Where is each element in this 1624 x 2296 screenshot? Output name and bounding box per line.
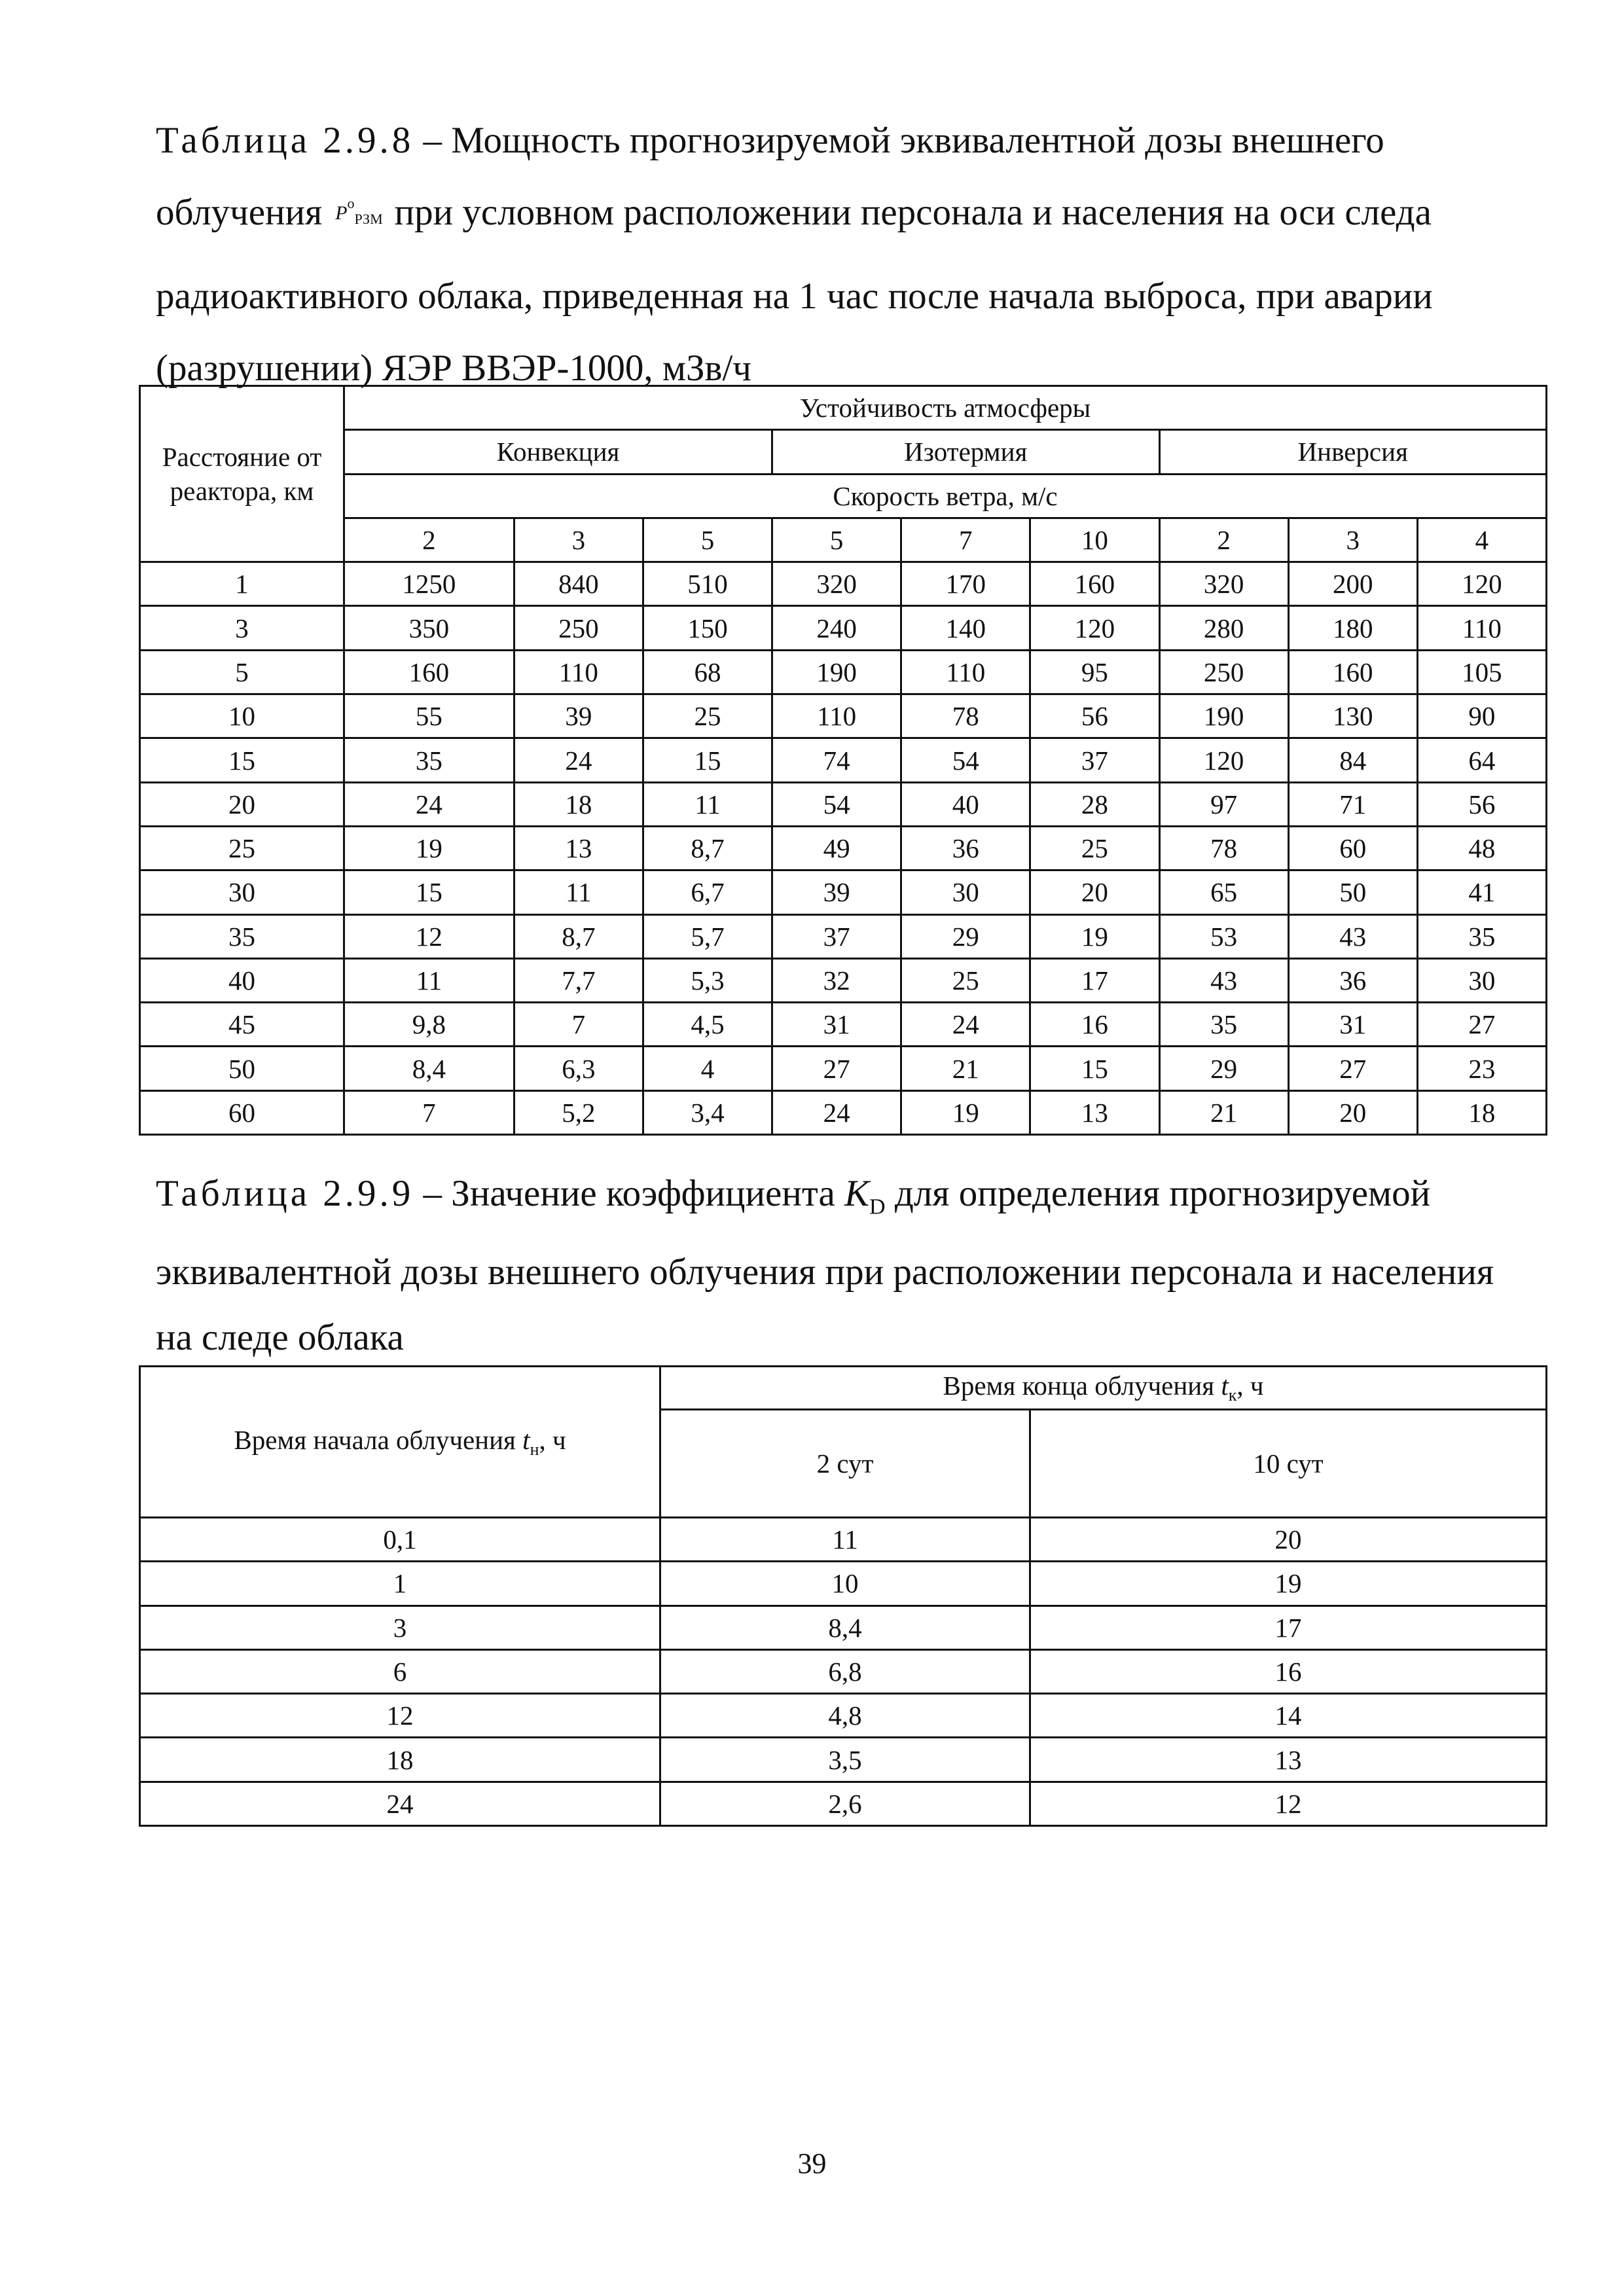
start-time-header: Время начала облучения $t_н$, ч	[140, 1367, 660, 1518]
value-cell: 12	[1030, 1782, 1547, 1825]
value-cell: 24	[514, 738, 643, 782]
row-label-cell: 6	[140, 1649, 660, 1693]
wind-speed-header: Скорость ветра, м/с	[344, 474, 1547, 518]
end-time-header: Время конца облучения $t_к$, ч	[660, 1367, 1547, 1410]
value-cell: 19	[1030, 1562, 1547, 1605]
value-cell: 29	[901, 914, 1030, 958]
value-cell: 9,8	[344, 1003, 514, 1047]
value-cell: 30	[1417, 958, 1546, 1002]
table1-caption-line4: (разрушении) ЯЭР ВВЭР-1000, мЗв/ч	[156, 348, 751, 389]
value-cell: 17	[1030, 1605, 1547, 1649]
value-cell: 12	[344, 914, 514, 958]
row-label-cell: 50	[140, 1047, 344, 1090]
table-row	[140, 1694, 1547, 1738]
value-cell: 120	[1159, 738, 1288, 782]
table2-caption-line3: на следе облака	[156, 1317, 404, 1359]
value-cell: 10	[660, 1562, 1030, 1605]
row-label-cell: 45	[140, 1003, 344, 1047]
value-cell: 11	[643, 782, 772, 826]
value-cell: 840	[514, 562, 643, 606]
dose-rate-symbol: $P^о_{РЗМ}$	[335, 195, 383, 227]
value-cell: 11	[344, 958, 514, 1002]
value-cell: 36	[901, 826, 1030, 870]
row-label-cell: 25	[140, 826, 344, 870]
value-cell: 40	[901, 782, 1030, 826]
value-cell: 1250	[344, 562, 514, 606]
value-cell: 54	[772, 782, 901, 826]
value-cell: 41	[1417, 870, 1546, 914]
table2-caption-label: Таблица 2.9.9	[156, 1173, 414, 1214]
value-cell: 20	[1288, 1090, 1417, 1134]
value-cell: 15	[1030, 1047, 1159, 1090]
table-row	[140, 1090, 1547, 1134]
value-cell: 250	[1159, 650, 1288, 694]
value-cell: 190	[772, 650, 901, 694]
row-label-cell: 40	[140, 958, 344, 1002]
value-cell: 180	[1288, 606, 1417, 650]
value-cell: 280	[1159, 606, 1288, 650]
value-cell: 120	[1030, 606, 1159, 650]
row-label-cell: 24	[140, 1782, 660, 1825]
value-cell: 4,8	[660, 1694, 1030, 1738]
value-cell: 56	[1417, 782, 1546, 826]
value-cell: 110	[901, 650, 1030, 694]
row-label-cell: 12	[140, 1694, 660, 1738]
value-cell: 39	[772, 870, 901, 914]
row-label-cell: 30	[140, 870, 344, 914]
value-cell: 24	[772, 1090, 901, 1134]
value-cell: 8,7	[643, 826, 772, 870]
wind-speed-cell: 10	[1030, 518, 1159, 562]
row-label-cell: 3	[140, 1605, 660, 1649]
row-label-cell: 3	[140, 606, 344, 650]
dose-rate-table	[139, 385, 1547, 1136]
stability-header: Устойчивость атмосферы	[344, 386, 1547, 430]
value-cell: 5,3	[643, 958, 772, 1002]
value-cell: 37	[772, 914, 901, 958]
value-cell: 200	[1288, 562, 1417, 606]
row-label-cell: 1	[140, 1562, 660, 1605]
value-cell: 5,7	[643, 914, 772, 958]
wind-speed-cell: 2	[344, 518, 514, 562]
value-cell: 32	[772, 958, 901, 1002]
value-cell: 320	[772, 562, 901, 606]
table-row	[140, 738, 1547, 782]
value-cell: 17	[1030, 958, 1159, 1002]
wind-speed-row	[140, 518, 1547, 562]
value-cell: 60	[1288, 826, 1417, 870]
table-row	[140, 650, 1547, 694]
table1-caption-label: Таблица 2.9.8	[156, 120, 414, 161]
table1-caption	[156, 105, 1543, 404]
table-row	[140, 1518, 1547, 1562]
value-cell: 150	[643, 606, 772, 650]
value-cell: 37	[1030, 738, 1159, 782]
value-cell: 6,3	[514, 1047, 643, 1090]
value-cell: 65	[1159, 870, 1288, 914]
value-cell: 18	[1417, 1090, 1546, 1134]
value-cell: 3,5	[660, 1738, 1030, 1782]
value-cell: 24	[901, 1003, 1030, 1047]
page-number: 39	[797, 2147, 827, 2179]
table2-caption-line2: эквивалентной дозы внешнего облучения при расположении персонала и населения	[156, 1251, 1494, 1293]
value-cell: 170	[901, 562, 1030, 606]
value-cell: 35	[344, 738, 514, 782]
value-cell: 23	[1417, 1047, 1546, 1090]
value-cell: 6,7	[643, 870, 772, 914]
table-row	[140, 1562, 1547, 1605]
wind-speed-cell: 2	[1159, 518, 1288, 562]
value-cell: 105	[1417, 650, 1546, 694]
wind-speed-cell: 5	[643, 518, 772, 562]
table-row	[140, 782, 1547, 826]
value-cell: 27	[772, 1047, 901, 1090]
value-cell: 250	[514, 606, 643, 650]
wind-speed-cell: 3	[1288, 518, 1417, 562]
value-cell: 14	[1030, 1694, 1547, 1738]
table-row	[140, 1047, 1547, 1090]
value-cell: 8,4	[660, 1605, 1030, 1649]
table1-caption-line1: Таблица 2.9.8 – Мощность прогнозируемой эквивалентной дозы внешнего	[156, 120, 1384, 161]
value-cell: 7,7	[514, 958, 643, 1002]
value-cell: 27	[1417, 1003, 1546, 1047]
value-cell: 140	[901, 606, 1030, 650]
row-label-cell: 60	[140, 1090, 344, 1134]
value-cell: 6,8	[660, 1649, 1030, 1693]
value-cell: 21	[1159, 1090, 1288, 1134]
value-cell: 49	[772, 826, 901, 870]
coefficient-table	[139, 1365, 1547, 1827]
wind-speed-cell: 5	[772, 518, 901, 562]
value-cell: 78	[901, 694, 1030, 738]
value-cell: 28	[1030, 782, 1159, 826]
value-cell: 3,4	[643, 1090, 772, 1134]
value-cell: 350	[344, 606, 514, 650]
table1-caption-line3: радиоактивного облака, приведенная на 1 час после начала выброса, при аварии	[156, 276, 1433, 317]
value-cell: 320	[1159, 562, 1288, 606]
value-cell: 4,5	[643, 1003, 772, 1047]
value-cell: 25	[1030, 826, 1159, 870]
value-cell: 13	[514, 826, 643, 870]
value-cell: 68	[643, 650, 772, 694]
row-label-cell: 1	[140, 562, 344, 606]
value-cell: 16	[1030, 1649, 1547, 1693]
value-cell: 53	[1159, 914, 1288, 958]
value-cell: 4	[643, 1047, 772, 1090]
value-cell: 13	[1030, 1738, 1547, 1782]
value-cell: 20	[1030, 1518, 1547, 1562]
value-cell: 84	[1288, 738, 1417, 782]
value-cell: 21	[901, 1047, 1030, 1090]
value-cell: 55	[344, 694, 514, 738]
value-cell: 43	[1159, 958, 1288, 1002]
value-cell: 97	[1159, 782, 1288, 826]
table-row	[140, 606, 1547, 650]
wind-speed-cell: 7	[901, 518, 1030, 562]
value-cell: 19	[1030, 914, 1159, 958]
value-cell: 13	[1030, 1090, 1159, 1134]
group-header-convection: Конвекция	[344, 430, 772, 474]
table-row	[140, 1003, 1547, 1047]
value-cell: 74	[772, 738, 901, 782]
group-header-isotherm: Изотермия	[772, 430, 1159, 474]
value-cell: 7	[344, 1090, 514, 1134]
value-cell: 190	[1159, 694, 1288, 738]
table1-caption-line2: облучения $P^о_{РЗМ}$ при условном расположении персонала и населения на оси следа	[156, 192, 1432, 233]
value-cell: 7	[514, 1003, 643, 1047]
value-cell: 90	[1417, 694, 1546, 738]
value-cell: 110	[772, 694, 901, 738]
table-row	[140, 1782, 1547, 1825]
value-cell: 160	[344, 650, 514, 694]
value-cell: 18	[514, 782, 643, 826]
value-cell: 54	[901, 738, 1030, 782]
value-cell: 130	[1288, 694, 1417, 738]
group-header-inversion: Инверсия	[1159, 430, 1547, 474]
value-cell: 19	[344, 826, 514, 870]
value-cell: 20	[1030, 870, 1159, 914]
table-row	[140, 562, 1547, 606]
row-label-cell: 15	[140, 738, 344, 782]
value-cell: 19	[901, 1090, 1030, 1134]
row-label-cell: 0,1	[140, 1518, 660, 1562]
table2-caption-line1: Таблица 2.9.9 – Значение коэффициента $K_D$ для определения прогнозируемой	[156, 1173, 1431, 1219]
value-cell: 11	[660, 1518, 1030, 1562]
table-row	[140, 870, 1547, 914]
value-cell: 56	[1030, 694, 1159, 738]
value-cell: 39	[514, 694, 643, 738]
row-label-cell: 10	[140, 694, 344, 738]
coefficient-symbol: $K_D$	[844, 1173, 886, 1219]
value-cell: 24	[344, 782, 514, 826]
value-cell: 16	[1030, 1003, 1159, 1047]
value-cell: 160	[1030, 562, 1159, 606]
row-label-cell: 35	[140, 914, 344, 958]
value-cell: 30	[901, 870, 1030, 914]
row-label-cell: 18	[140, 1738, 660, 1782]
value-cell: 29	[1159, 1047, 1288, 1090]
value-cell: 78	[1159, 826, 1288, 870]
value-cell: 15	[344, 870, 514, 914]
table-row	[140, 1649, 1547, 1693]
value-cell: 50	[1288, 870, 1417, 914]
table-row	[140, 914, 1547, 958]
value-cell: 64	[1417, 738, 1546, 782]
value-cell: 8,4	[344, 1047, 514, 1090]
row-label-cell: 5	[140, 650, 344, 694]
end-column-2-days: 2 сут	[660, 1410, 1030, 1518]
value-cell: 31	[772, 1003, 901, 1047]
value-cell: 71	[1288, 782, 1417, 826]
value-cell: 11	[514, 870, 643, 914]
value-cell: 8,7	[514, 914, 643, 958]
table-row	[140, 826, 1547, 870]
value-cell: 35	[1417, 914, 1546, 958]
value-cell: 48	[1417, 826, 1546, 870]
value-cell: 31	[1288, 1003, 1417, 1047]
value-cell: 95	[1030, 650, 1159, 694]
row-label-cell: 20	[140, 782, 344, 826]
table-row	[140, 694, 1547, 738]
table-row	[140, 1605, 1547, 1649]
wind-speed-cell: 4	[1417, 518, 1546, 562]
table-row	[140, 1738, 1547, 1782]
value-cell: 240	[772, 606, 901, 650]
value-cell: 160	[1288, 650, 1417, 694]
value-cell: 35	[1159, 1003, 1288, 1047]
value-cell: 25	[901, 958, 1030, 1002]
value-cell: 25	[643, 694, 772, 738]
end-column-10-days: 10 сут	[1030, 1410, 1547, 1518]
value-cell: 15	[643, 738, 772, 782]
value-cell: 110	[1417, 606, 1546, 650]
value-cell: 43	[1288, 914, 1417, 958]
value-cell: 5,2	[514, 1090, 643, 1134]
value-cell: 110	[514, 650, 643, 694]
table2-caption	[156, 1161, 1543, 1371]
value-cell: 27	[1288, 1047, 1417, 1090]
table-row	[140, 958, 1547, 1002]
value-cell: 36	[1288, 958, 1417, 1002]
value-cell: 2,6	[660, 1782, 1030, 1825]
value-cell: 120	[1417, 562, 1546, 606]
wind-speed-cell: 3	[514, 518, 643, 562]
value-cell: 510	[643, 562, 772, 606]
distance-header: Расстояние от реактора, км	[140, 386, 344, 562]
